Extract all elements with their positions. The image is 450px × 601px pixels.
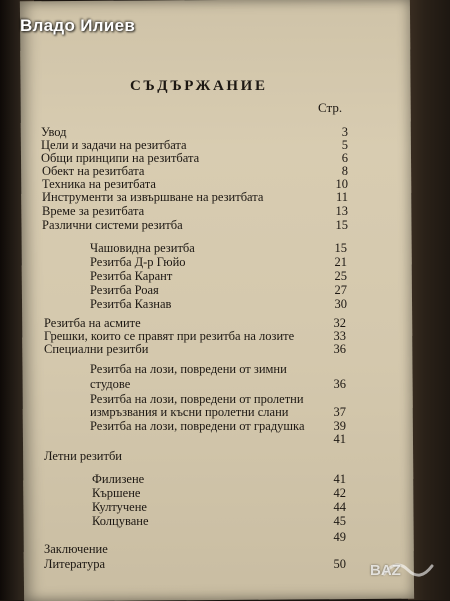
toc-entry-text: Резитба на лози, повредени от зимни [90, 362, 287, 376]
toc-entry-text: Филизене [92, 472, 145, 486]
toc-page-number: 45 [333, 514, 346, 528]
toc-entry-text: Заключение [44, 542, 108, 556]
toc-page-number: 49 [333, 530, 346, 544]
toc-entry-text: Литература [44, 557, 105, 571]
toc-page-number: 6 [341, 151, 348, 165]
toc-page-number: 44 [333, 500, 346, 514]
toc-entry-text: Техника на резитбата [42, 177, 156, 191]
toc-page-number: 5 [341, 138, 348, 152]
toc-entry-text: Увод [41, 125, 67, 139]
toc-page-number: 11 [335, 190, 348, 204]
toc-page-number: 13 [335, 204, 348, 218]
toc-page-number: 10 [335, 177, 348, 191]
toc-page-number: 50 [333, 557, 346, 571]
toc-page-number: 42 [333, 486, 346, 500]
toc-entry-text: Време за резитбата [42, 204, 145, 218]
toc-entry-text: Резитба на лози, повредени от пролетни [90, 392, 304, 406]
toc-page-number: 8 [341, 164, 348, 178]
toc-entry-text: Колцуване [92, 514, 149, 528]
toc-entry-text: Специални резитби [44, 342, 149, 356]
toc-page-number: 36 [333, 377, 346, 391]
toc-entry-text: Кършене [92, 486, 141, 500]
toc-entry-text: Резитба на асмите [44, 316, 141, 330]
toc-page-number: 21 [334, 255, 347, 269]
toc-page-number: 36 [333, 342, 346, 356]
seller-name-overlay: Владо Илиев [20, 16, 136, 35]
toc-entry-text: Обект на резитбата [42, 164, 145, 178]
watermark-text: BAZ [370, 562, 401, 579]
toc-entry-text: Цели и задачи на резитбата [41, 138, 187, 152]
toc-page-number: 30 [334, 297, 347, 311]
toc-entry-text: измръзвания и късни пролетни слани [90, 405, 289, 419]
toc-page-number: 25 [334, 269, 347, 283]
toc-page-number: 41 [333, 432, 346, 446]
toc-entry-text: студове [90, 377, 131, 391]
toc-entry-text: Общи принципи на резитбата [41, 151, 200, 165]
toc-page-number: 3 [341, 125, 348, 139]
toc-entry-text: Резитба Казнав [90, 297, 172, 311]
toc-entry-text: Летни резитби [44, 449, 122, 463]
toc-page-number: 41 [333, 472, 346, 486]
toc-entry-text: Резитба Д-р Гюйо [90, 255, 186, 269]
toc-page-number: 15 [334, 241, 347, 255]
toc-page-number: 15 [335, 218, 348, 232]
toc-page-number: 32 [333, 316, 346, 330]
toc-entry-text: Чашовидна резитба [90, 241, 195, 255]
toc-page-number: 33 [333, 329, 346, 343]
toc-entry-text: Резитба Карант [90, 269, 173, 283]
toc-entry-text: Различни системи резитба [42, 218, 183, 232]
toc-entry-text: Инструменти за извършване на резитбата [42, 190, 264, 204]
toc-entry-text: Резитба Роая [90, 283, 159, 297]
page-title: СЪДЪРЖАНИЕ [130, 78, 268, 94]
toc-page-number: 37 [333, 405, 346, 419]
page-column-label: Стр. [318, 100, 343, 115]
toc-page-number: 27 [334, 283, 347, 297]
toc-entry-text: Култучене [92, 500, 147, 514]
toc-page-number: 39 [333, 419, 346, 433]
toc-entry-text: Резитба на лози, повредени от градушка [90, 419, 305, 433]
toc-entry-text: Грешки, които се правят при резитба на лозите [44, 329, 295, 343]
